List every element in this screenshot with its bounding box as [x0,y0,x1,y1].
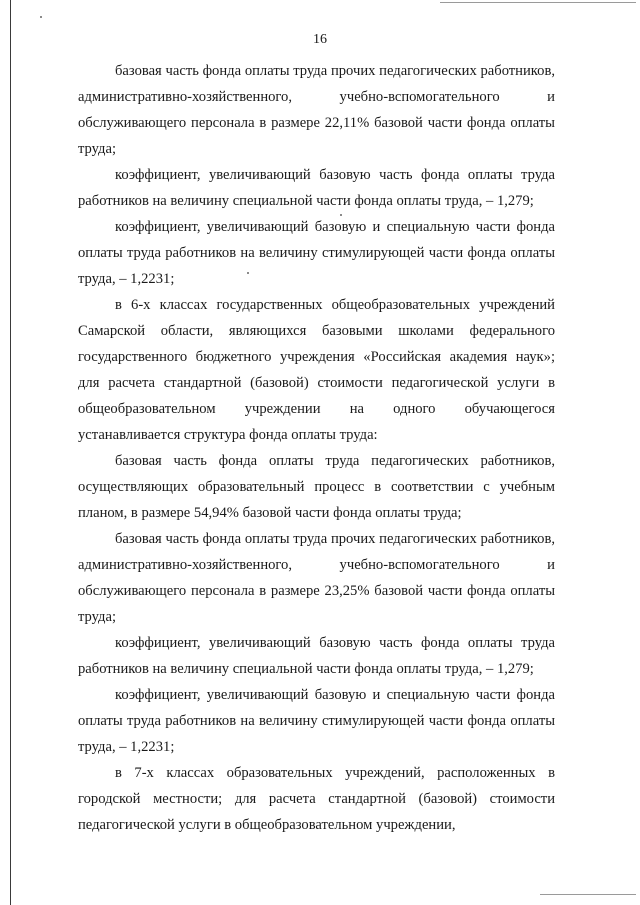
scan-speck [40,16,42,18]
paragraph: базовая часть фонда оплаты труда педагогических работников, осуществляющих образовательный процесс в соответствии с учебным планом, в размере 54,94% базовой части фонда оплаты труда; [78,453,555,521]
paragraph: коэффициент, увеличивающий базовую и специальную части фонда оплаты труда работников на величину стимулирующей части фонда оплаты труда, – 1,2231; [78,687,555,755]
paragraph: коэффициент, увеличивающий базовую и специальную части фонда оплаты труда работников на величину стимулирующей части фонда оплаты труда, – 1,2231; [78,219,555,287]
paragraph: коэффициент, увеличивающий базовую часть фонда оплаты труда работников на величину специальной части фонда оплаты труда, – 1,279; [78,167,555,209]
paragraph: в 7-х классах образовательных учреждений, расположенных в городской местности; для расчета стандартной (базовой) стоимости педагогической услуги в общеобразовательном учреждении, [78,765,555,833]
page-number: 16 [313,32,327,47]
document-body [78,58,555,838]
paragraph: в 6-х классах государственных общеобразовательных учреждений Самарской области, являющихся базовыми школами федерального государственного бюджетного учреждения «Российская академия наук»; для расчета стандартной (базовой) стоимости педагогической услуги в общеобразовательном учреждении на одного обучающегося устанавливается структура фонда оплаты труда: [78,297,555,443]
paragraph: базовая часть фонда оплаты труда прочих педагогических работников, административно-хозяйственного, учебно-вспомогательного и обслуживающего персонала в размере 23,25% базовой части фонда оплаты труда; [78,531,555,625]
paragraph: базовая часть фонда оплаты труда прочих педагогических работников, административно-хозяйственного, учебно-вспомогательного и обслуживающего персонала в размере 22,11% базовой части фонда оплаты труда; [78,63,555,157]
scan-top-line [440,2,636,3]
paragraph: коэффициент, увеличивающий базовую часть фонда оплаты труда работников на величину специальной части фонда оплаты труда, – 1,279; [78,635,555,677]
scan-left-edge [10,0,11,905]
scan-bottom-line [540,894,636,895]
